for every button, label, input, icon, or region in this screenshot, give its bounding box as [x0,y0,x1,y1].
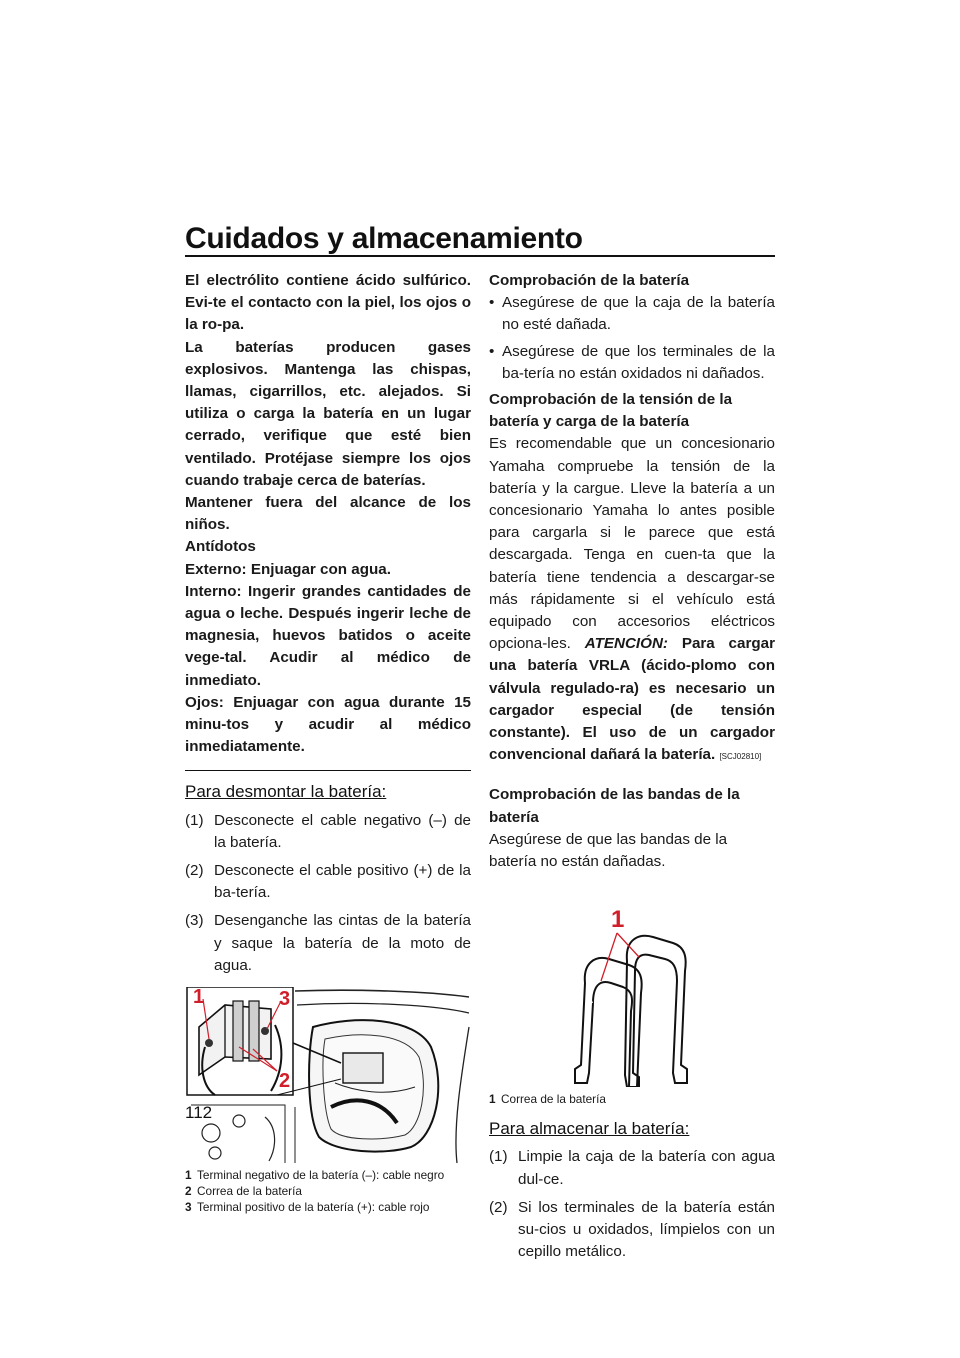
figure-caption [489,1093,775,1106]
battery-strap-figure [489,887,775,1087]
attention-label: ATENCIÓN: [584,635,668,653]
right-column [489,270,775,1270]
warning-paragraph: Externo: Enjuagar con agua. [185,560,391,578]
bullet-text: Asegúrese de que la caja de la batería no esté dañada. [502,294,775,334]
step-text: Desenganche las cintas de la batería y saque la batería de la moto de agua. [214,912,471,974]
caption-text: Correa de la batería [197,1184,302,1199]
voltage-heading: Comprobación de la tensión de la batería y carga de la batería [489,391,733,431]
step-number: (3) [185,912,204,930]
caption-row [185,1169,471,1182]
attention-text: Para cargar una batería VRLA (ácido-plomo con válvula regulado-ra) es necesario un cargador especial (de tensión constante). El uso de un cargador convencional dañará la batería. [489,635,775,764]
callout-3: 3 [279,988,291,1011]
caption-number: 2 [185,1184,192,1199]
caption-text: Terminal negativo de la batería (–): cable negro [197,1168,445,1183]
step-text: Limpie la caja de la batería con agua dul-ce. [518,1148,775,1188]
callout-1: 1 [193,987,205,1009]
caption-text: Terminal positivo de la batería (+): cable rojo [197,1200,430,1215]
voltage-paragraph [489,433,775,768]
list-item [185,860,471,904]
warning-paragraph: Interno: Ingerir grandes cantidades de agua o leche. Después ingerir leche de magnesia, huevos batidos o aceite vege-tal. Acudir al médico de inmediato. [185,582,471,689]
step-number: (1) [185,811,204,829]
check-heading: Comprobación de la batería [489,272,690,289]
caption-row [489,1093,775,1106]
attention-code: [SCJ02810] [719,752,762,762]
caption-number: 3 [185,1200,192,1215]
left-column [185,270,471,1217]
list-item [489,341,775,385]
warning-paragraph: El electrólito contiene ácido sulfúrico. Evi-te el contacto con la piel, los ojos o la ro-pa. [185,272,471,334]
warning-paragraph: Mantener fuera del alcance de los niños. [185,494,471,534]
bullet-dot: • [489,294,495,312]
warning-paragraph: Ojos: Enjuagar con agua durante 15 minu-tos y acudir al médico inmediatamente. [185,693,471,756]
callout-1: 1 [611,906,625,934]
battery-removal-figure [185,987,471,1165]
list-item [489,292,775,336]
callout-2: 2 [279,1070,291,1093]
step-number: (2) [185,862,204,880]
voltage-body: Es recomendable que un concesionario Yamaha compruebe la tensión de la batería y la cargue. Lleve la batería a un concesionario Yamaha lo antes posible para cargarla si le parece que está descargada. Tenga en cuen-ta que la batería tiene tendencia a descargar-se más rápidamente si el vehículo está equipado con accesorios eléctricos opciona-les. [489,435,775,653]
caption-row [185,1185,471,1198]
step-text: Desconecte el cable negativo (–) de la batería. [214,811,471,851]
check-bullets [489,292,775,385]
step-number: (2) [489,1198,508,1216]
warning-divider [185,770,471,771]
store-steps [489,1146,775,1263]
store-heading: Para almacenar la batería: [489,1119,690,1139]
remove-steps [185,810,471,977]
warning-block [185,270,471,758]
step-number: (1) [489,1148,508,1166]
bullet-dot: • [489,342,495,360]
list-item [185,910,471,977]
step-text: Si los terminales de la batería están su-cios u oxidados, límpielos con un cepillo metálico. [518,1198,775,1261]
warning-paragraph: La baterías producen gases explosivos. Mantenga las chispas, llamas, cigarrillos, etc. alejados. Si utiliza o carga la batería en un lugar cerrado, verifique que esté bien ventilado. Protéjase siempre los ojos cuando trabaje cerca de baterías. [185,338,471,489]
caption-row [185,1201,471,1214]
title-rule [185,255,775,257]
page-number: 112 [185,1103,213,1122]
warning-paragraph: Antídotos [185,538,256,556]
list-item [185,810,471,854]
caption-number: 1 [185,1168,192,1183]
caption-number: 1 [489,1092,496,1107]
bands-heading: Comprobación de las bandas de la batería [489,786,740,826]
bullet-text: Asegúrese de que los terminales de la ba-tería no están oxidados ni dañados. [502,342,775,382]
list-item [489,1146,775,1190]
step-text: Desconecte el cable positivo (+) de la ba-tería. [214,862,471,902]
list-item [489,1197,775,1264]
bands-body: Asegúrese de que las bandas de la batería no están dañadas. [489,830,728,871]
caption-text: Correa de la batería [501,1092,606,1107]
remove-heading: Para desmontar la batería: [185,782,387,802]
figure-captions [185,1169,471,1214]
page-title: Cuidados y almacenamiento [185,222,583,255]
